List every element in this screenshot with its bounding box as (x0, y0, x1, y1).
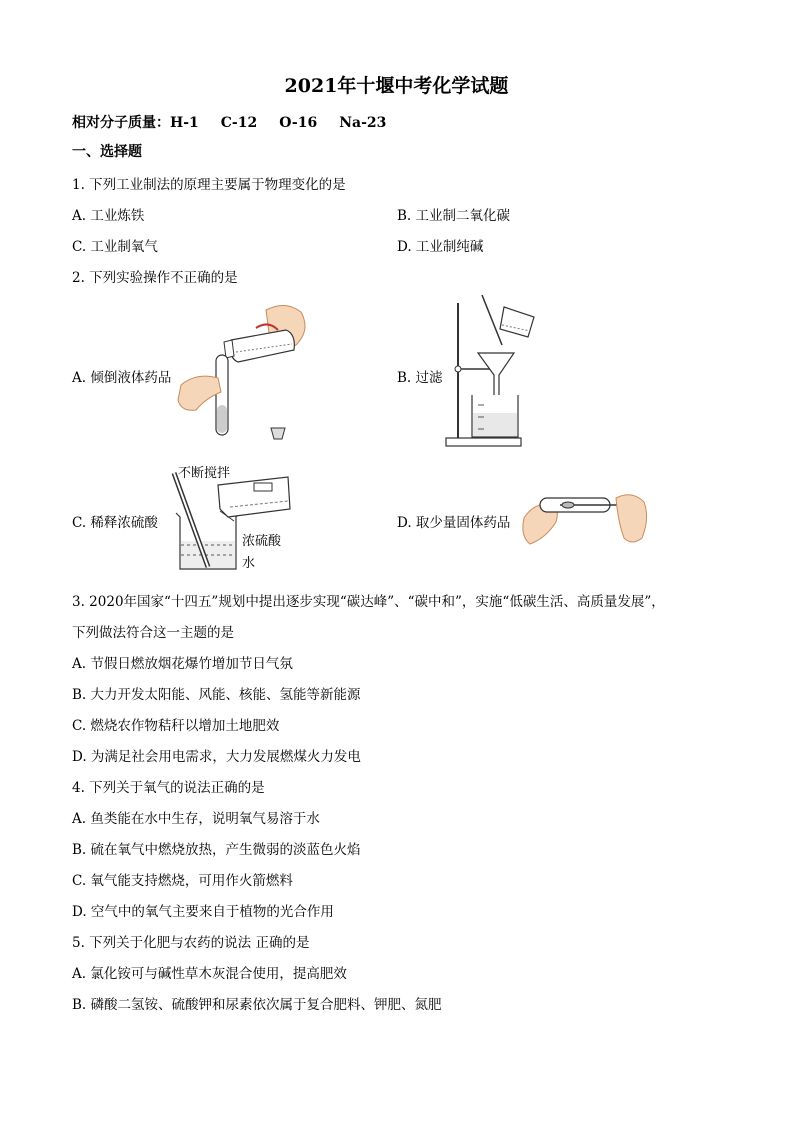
q4-stem: 4. 下列关于氧气的说法正确的是 (72, 780, 265, 796)
q2-option-c: C. 稀释浓硫酸 (72, 515, 158, 531)
water-label: 水 (242, 556, 256, 571)
q2-option-a: A. 倾倒液体药品 (72, 370, 172, 386)
q3-stem-line2: 下列做法符合这一主题的是 (72, 625, 234, 641)
q5-option-b: B. 磷酸二氢铵、硫酸钾和尿素依次属于复合肥料、钾肥、氮肥 (72, 997, 442, 1013)
q3-option-a: A. 节假日燃放烟花爆竹增加节日气氛 (72, 656, 293, 672)
q2-option-d: D. 取少量固体药品 (397, 515, 511, 531)
q3-option-c: C. 燃烧农作物秸秆以增加土地肥效 (72, 718, 280, 734)
q5-option-a: A. 氯化铵可与碱性草木灰混合使用，提高肥效 (72, 966, 347, 982)
stir-label: 不断搅拌 (178, 466, 231, 481)
q2-stem: 2. 下列实验操作不正确的是 (72, 270, 238, 286)
q3-stem-line1: 3. 2020年国家“十四五”规划中提出逐步实现“碳达峰”、“碳中和”，实施“低碳生活、高质量发展”， (72, 594, 665, 610)
filtration-figure (442, 295, 542, 450)
q1-option-a: A. 工业炼铁 (72, 208, 145, 224)
q4-option-c: C. 氧气能支持燃烧，可用作火箭燃料 (72, 873, 293, 889)
mass-h: H-1 (170, 115, 199, 131)
mass-na: Na-23 (339, 115, 387, 131)
mass-c: C-12 (220, 115, 258, 131)
q3-option-b: B. 大力开发太阳能、风能、核能、氢能等新能源 (72, 687, 361, 703)
masses-label: 相对分子质量： (72, 115, 170, 131)
q1-option-d: D. 工业制纯碱 (397, 239, 484, 255)
q4-option-a: A. 鱼类能在水中生存，说明氧气易溶于水 (72, 811, 320, 827)
q1-stem: 1. 下列工业制法的原理主要属于物理变化的是 (72, 177, 346, 193)
q2-option-b: B. 过滤 (397, 370, 443, 386)
acid-label: 浓硫酸 (242, 534, 282, 549)
page-title: 2021年十堰中考化学试题 (284, 75, 509, 97)
q5-stem: 5. 下列关于化肥与农药的说法 正确的是 (72, 935, 310, 951)
q1-option-c: C. 工业制氧气 (72, 239, 158, 255)
solid-reagent-figure (520, 488, 650, 550)
q4-option-b: B. 硫在氧气中燃烧放热，产生微弱的淡蓝色火焰 (72, 842, 361, 858)
q4-option-d: D. 空气中的氧气主要来自于植物的光合作用 (72, 904, 334, 920)
relative-masses (72, 112, 408, 132)
q1-option-b: B. 工业制二氧化碳 (397, 208, 511, 224)
section-heading: 一、选择题 (72, 144, 142, 160)
mass-o: O-16 (279, 115, 318, 131)
pouring-liquid-figure (176, 300, 311, 445)
q3-option-d: D. 为满足社会用电需求，大力发展燃煤火力发电 (72, 749, 361, 765)
